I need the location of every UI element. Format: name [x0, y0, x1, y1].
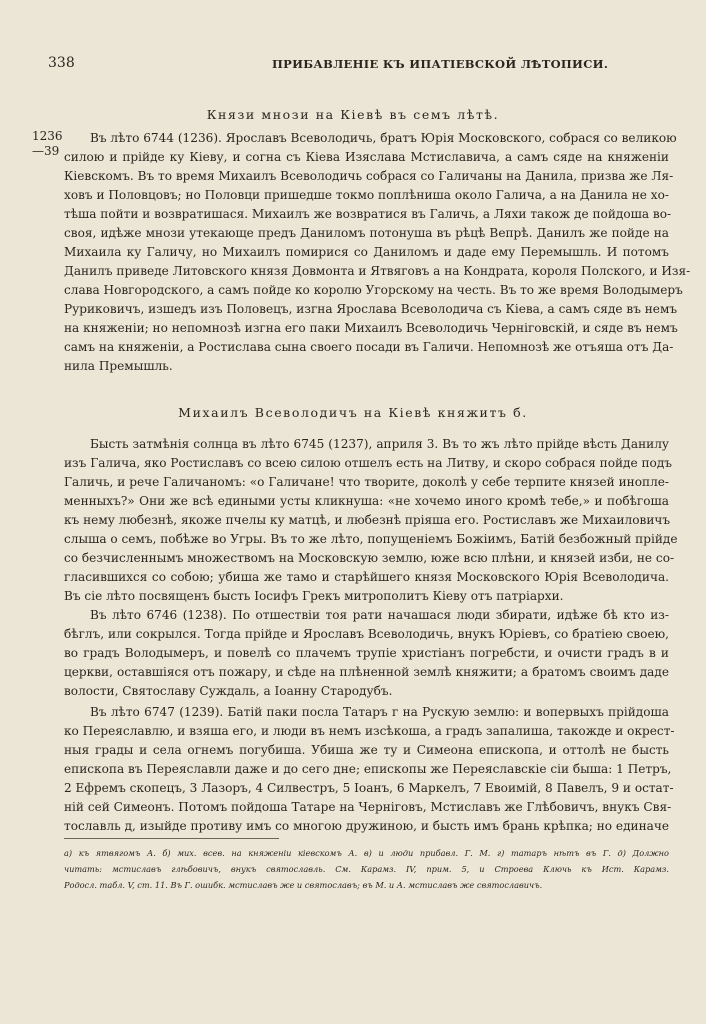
paragraph-line: Руриковичъ, изшедъ изъ Половецъ, изгна Ярослава Всеволодича съ Кіева, а самъ сяде въ немъ: [64, 302, 678, 316]
section-heading: Михаилъ Всеволодичъ на Кіевѣ княжитъ б.: [178, 405, 528, 420]
paragraph-line: тославль д, изыйде противу имъ со многою дружиною, и бысть имъ брань крѣпка; но единаче: [64, 819, 669, 833]
paragraph-line: Въ лѣто 6747 (1239). Батій паки посла Татаръ г на Рускую землю: и вопервыхъ прійдоша: [90, 705, 669, 719]
paragraph-line: слава Новгородского, а самъ пойде ко королю Угорскому на честь. Въ то же время Володымеръ: [64, 283, 683, 297]
paragraph-line: на княженіи; но непомнозѣ изгна его паки Михаилъ Всеволодичь Черніговскій, и сяде въ немъ: [64, 321, 678, 335]
footnote-divider: [64, 838, 279, 839]
paragraph-line: своя, идѣже мнози утекающе предъ Даниломъ потонуша въ рѣцѣ Вепрѣ. Данилъ же пойде на: [64, 226, 669, 240]
paragraph-line: епископа въ Переяславли даже и до сего дне; епископы же Переяславскіе сіи быша: 1 Петръ,: [64, 762, 672, 776]
paragraph-line: Въ лѣто 6746 (1238). По отшествіи тоя рати начашася люди збирати, идѣже бѣ кто из-: [90, 608, 669, 622]
paragraph-line: нила Премышль.: [64, 359, 173, 373]
paragraph-line: ховъ и Половцовъ; но Половци пришедше токмо поплѣниша около Галича, а на Данила не хо-: [64, 188, 669, 202]
paragraph-line: ній сей Симеонъ. Потомъ пойдоша Татаре на Черніговъ, Мстиславъ же Глѣбовичъ, внукъ Свя-: [64, 800, 672, 814]
paragraph-line: Бысть затмѣнія солнца въ лѣто 6745 (1237), априля 3. Въ то жъ лѣто прійде вѣсть Данилу: [90, 437, 669, 451]
paragraph-line: Кіевскомъ. Въ то время Михаилъ Всеволодичь собрася со Галичаны на Данила, призва же Ля-: [64, 169, 674, 183]
paragraph-line: слыша о семъ, побѣже во Угры. Въ то же лѣто, попущеніемъ Божіимъ, Батій безбожный прійде: [64, 532, 678, 546]
paragraph-line: Михаила ку Галичу, но Михаилъ помирися со Даниломъ и даде ему Перемышль. И потомъ: [64, 245, 669, 259]
paragraph-line: Въ сіе лѣто посвященъ бысть Іосифъ Грекъ митрополитъ Кіеву отъ патріархи.: [64, 589, 564, 603]
paragraph-line: ко Переяславлю, и взяша его, и люди въ немъ изсѣкоша, а градъ запалиша, такожде и окрест-: [64, 724, 675, 738]
paragraph-line: Данилъ приведе Литовского князя Довмонта и Ятвяговъ а на Кондрата, короля Полского, и Изя-: [64, 264, 691, 278]
paragraph-line: 2 Ефремъ скопецъ, 3 Лазоръ, 4 Силвестръ, 5 Іоанъ, 6 Маркелъ, 7 Евоимій, 8 Павелъ, 9 и остат-: [64, 781, 674, 795]
running-title: ПРИБАВЛЕНІЕ КЪ ИПАТІЕВСКОЙ ЛѢТОПИСИ.: [272, 57, 609, 71]
section-heading: Князи мнози на Кіевѣ въ семъ лѣтѣ.: [206, 107, 500, 122]
footnote-line: читать: мстиславъ глѣбовичъ, внукъ святославль. См. Карамз. IV, прим. 5, и Строева Ключь къ Ист. Карамз.: [64, 864, 669, 874]
paragraph-line: тѣша пойти и возвратишася. Михаилъ же возвратися въ Галичь, а Ляхи також де пойдоша во-: [64, 207, 672, 221]
margin-year-note: —39: [32, 144, 60, 158]
paragraph-line: бѣглъ, или сокрылся. Тогда прійде и Ярославъ Всеволодичь, внукъ Юріевъ, со братіею своею,: [64, 627, 669, 641]
paragraph-line: Галичь, и рече Галичаномъ: «о Галичане! что творите, доколѣ у себе терпите князей иноплe-: [64, 475, 669, 489]
footnote-line: а) къ ятвягомъ А. б) мих. всев. на княженіи кіевскомъ А. в) и люди прибавл. Г. М. г) татаръ нѣтъ въ Г. д) Должно: [64, 848, 669, 858]
paragraph-line: волости, Святославу Суждаль, а Іоанну Стародубъ.: [64, 684, 393, 698]
paragraph-line: со безчисленнымъ множествомъ на Московскую землю, юже всю плѣни, и князей изби, не со-: [64, 551, 675, 565]
page-number: 338: [48, 55, 75, 71]
paragraph-line: ныя грады и села огнемъ погубиша. Убиша же ту и Симеона епископа, и оттолѣ не бысть: [64, 743, 669, 757]
paragraph-line: силою и прійде ку Кіеву, и согна съ Кіева Изяслава Мстиславича, а самъ сяде на княженіи: [64, 150, 669, 164]
footnote-line: Родосл. табл. V, ст. 11. Въ Г. ошибк. мстиславъ же и святославъ; въ М. и А. мстиславъ же святославичъ.: [64, 880, 543, 890]
paragraph-line: самъ на княженіи, а Ростислава сына своего посади въ Галичи. Непомнозѣ же отъяша отъ Да-: [64, 340, 674, 354]
paragraph-line: изъ Галича, яко Ростиславъ со всею силою отшелъ есть на Литву, и скоро собрася пойде подъ: [64, 456, 672, 470]
margin-year-note: 1236: [32, 129, 63, 143]
paragraph-line: церкви, оставшіяся отъ пожару, и сѣде на плѣненной землѣ княжити; а братомъ своимъ даде: [64, 665, 669, 679]
paragraph-line: во градъ Володымеръ, и повелѣ со плачемъ трупіе христіанъ погребсти, и очисти градъ в и: [64, 646, 669, 660]
page-header: [40, 55, 670, 77]
paragraph-line: гласившихся со собою; убиша же тамо и старѣйшего князя Московского Юрія Всеволодича.: [64, 570, 669, 584]
paragraph-line: къ нему любезнѣ, якоже пчелы ку матцѣ, и любезнѣ пріяша его. Ростиславъ же Михаиловичъ: [64, 513, 671, 527]
paragraph-line: менныхъ?» Они же всѣ едиными усты кликнуша: «не хочемо иного кромѣ тебе,» и побѣгоша: [64, 494, 669, 508]
paragraph-line: Въ лѣто 6744 (1236). Ярославъ Всеволодичь, братъ Юрія Московского, собрася со великою: [90, 131, 677, 145]
